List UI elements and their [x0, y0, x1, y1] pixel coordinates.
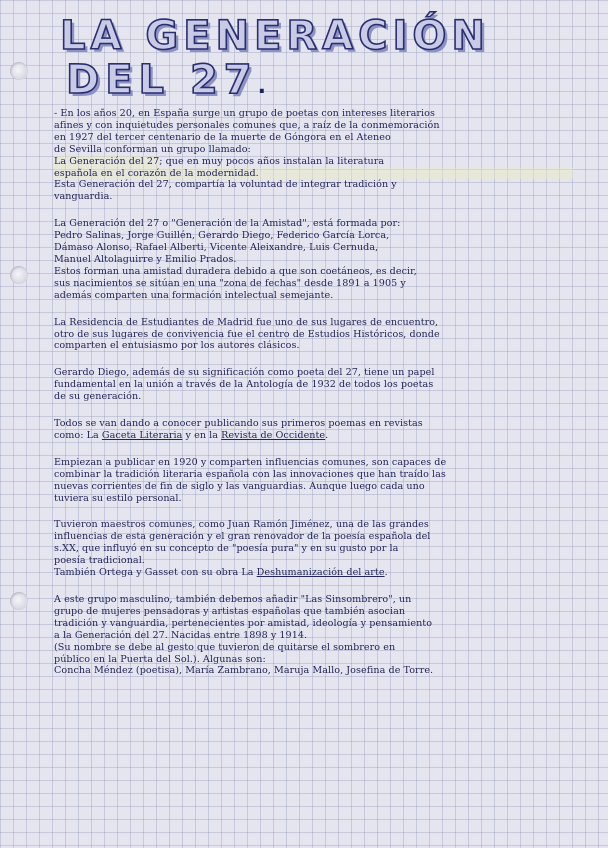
paragraph-maestros: [54, 519, 574, 579]
binder-hole: [10, 266, 28, 284]
text-line: La Generación del 27 o "Generación de la Amistad", está formada por:: [54, 218, 401, 230]
text-fragment: como: La: [54, 429, 102, 441]
text-line: grupo de mujeres pensadoras y artistas españolas que también asocian: [54, 605, 406, 617]
text-line: poesía tradicional.: [54, 555, 145, 567]
text-fragment: y en la: [182, 429, 222, 441]
notes-body: [54, 108, 574, 692]
text-line: Concha Méndez (poetisa), María Zambrano, Maruja Mallo, Josefina de Torre.: [54, 665, 434, 677]
text-line: Gerardo Diego, además de su significación como poeta del 27, tiene un papel: [54, 367, 435, 379]
text-line: Esta Generación del 27, compartía la voluntad de integrar tradición y: [54, 179, 397, 191]
text-line: s.XX, que influyó en su concepto de "poesía pura" y en su gusto por la: [54, 543, 399, 555]
text-line: La Residencia de Estudiantes de Madrid fue uno de sus lugares de encuentro,: [54, 316, 439, 328]
text-fragment: .: [384, 567, 388, 579]
text-line: público en la Puerta del Sol.). Algunas son:: [54, 653, 266, 665]
text-line: a la Generación del 27. Nacidas entre 1898 y 1914.: [54, 629, 308, 641]
binder-hole: [10, 62, 28, 80]
highlighted-term: La Generación del 27: [54, 155, 160, 167]
text-line: Manuel Altolaguirre y Emilio Prados.: [54, 253, 237, 265]
text-line: nuevas corrientes de fin de siglo y las vanguardias. Aunque luego cada uno: [54, 480, 425, 492]
text-line: - En los años 20, en España surge un grupo de poetas con intereses literarios: [54, 108, 435, 119]
text-line: influencias de esta generación y el gran renovador de la poesía española del: [54, 531, 431, 543]
text-line: tradición y vanguardia, pertenecientes por amistad, ideología y pensamiento: [54, 617, 433, 629]
underlined-title: Revista de Occidente: [221, 429, 326, 441]
text-line: fundamental en la unión a través de la Antología de 1932 de todos los poetas: [54, 379, 434, 391]
title-line-2-text: DEL 27: [66, 57, 258, 103]
text-line: [54, 156, 574, 168]
text-line: comparten el entusiasmo por los autores clásicos.: [54, 340, 300, 352]
text-line: Dámaso Alonso, Rafael Alberti, Vicente Aleixandre, Luis Cernuda,: [54, 242, 379, 254]
text-line: vanguardia.: [54, 191, 113, 203]
underlined-title: Deshumanización del arte: [256, 567, 385, 579]
text-line: otro de sus lugares de convivencia fue el centro de Estudios Históricos, donde: [54, 328, 440, 340]
text-line: Todos se van dando a conocer publicando sus primeros poemas en revistas: [54, 418, 423, 430]
paragraph-members: [54, 218, 574, 301]
paragraph-influencias: [54, 457, 574, 505]
paragraph-gerardo-diego: [54, 367, 574, 403]
text-fragment: También Ortega y Gasset con su obra La: [54, 567, 257, 579]
text-line: [54, 567, 574, 579]
text-line: Pedro Salinas, Jorge Guillén, Gerardo Diego, Federico García Lorca,: [54, 230, 390, 242]
text-line: Tuvieron maestros comunes, como Juan Ramón Jiménez, una de las grandes: [54, 519, 429, 531]
text-line: (Su nombre se debe al gesto que tuvieron de quitarse el sombrero en: [54, 641, 396, 653]
highlighted-line: española en el corazón de la modernidad.: [54, 168, 574, 180]
paragraph-sinsombrero: [54, 594, 574, 677]
title-dot: .: [257, 74, 272, 99]
paragraph-revistas: [54, 418, 574, 442]
page-title: [60, 14, 600, 109]
text-line: sus nacimientos se sitúan en una "zona de fechas" desde 1891 a 1905 y: [54, 277, 406, 289]
text-line: tuviera su estilo personal.: [54, 492, 182, 504]
text-line: de su generación.: [54, 391, 142, 403]
text-line: de Sevilla conforman un grupo llamado:: [54, 143, 251, 155]
paragraph-residencia: [54, 317, 574, 353]
title-line-1: LA GENERACIÓN: [60, 13, 490, 59]
text-fragment: ; que en muy pocos años instalan la literatura: [159, 155, 385, 167]
title-line-2: [66, 58, 600, 109]
text-line: Estos forman una amistad duradera debido a que son coetáneos, es decir,: [54, 265, 417, 277]
text-line: Empiezan a publicar en 1920 y comparten influencias comunes, son capaces de: [54, 456, 447, 468]
text-line: [54, 430, 574, 442]
binder-hole: [10, 592, 28, 610]
underlined-title: Gaceta Literaria: [101, 429, 183, 441]
text-line: combinar la tradición literaria española con las innovaciones que han traído las: [54, 468, 446, 480]
text-line: además comparten una formación intelectual semejante.: [54, 289, 334, 301]
text-fragment: .: [325, 429, 329, 441]
text-line: en 1927 del tercer centenario de la muerte de Góngora en el Ateneo: [54, 131, 391, 143]
text-line: afines y con inquietudes personales comunes que, a raíz de la conmemoración: [54, 119, 440, 131]
text-line: A este grupo masculino, también debemos añadir "Las Sinsombrero", un: [54, 594, 412, 605]
paragraph-intro: [54, 108, 574, 203]
